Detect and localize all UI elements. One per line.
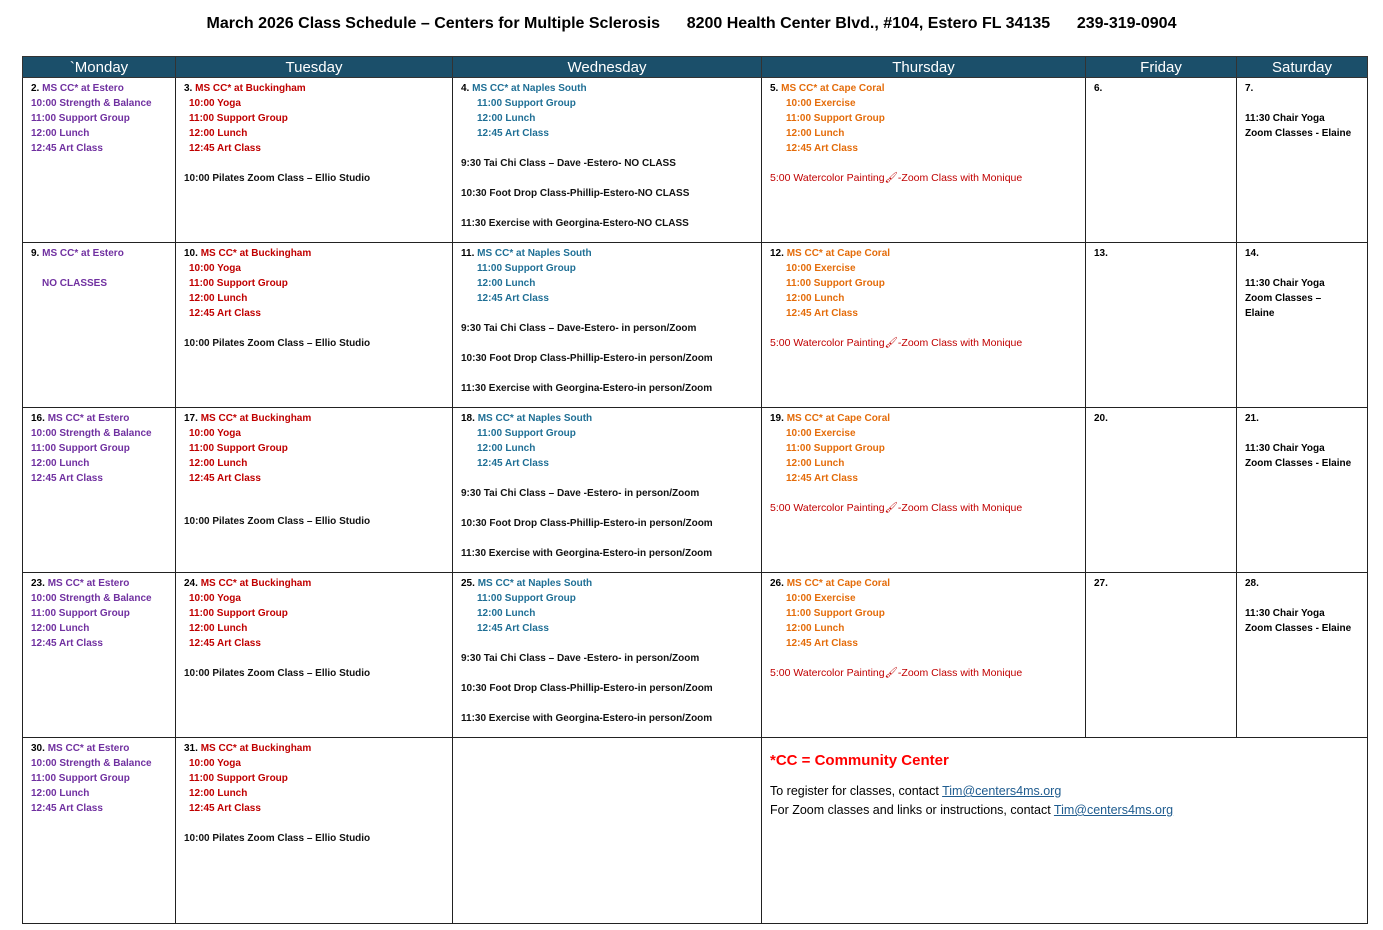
day-cell-6 xyxy=(1086,78,1237,243)
location-label: MS CC* at Estero xyxy=(42,83,124,94)
class-item: 10:00 Exercise xyxy=(786,263,856,274)
class-item: 12:00 Lunch xyxy=(786,293,845,304)
zoom-text: For Zoom classes and links or instructions, contact xyxy=(770,803,1054,817)
location-label: MS CC* at Cape Coral xyxy=(786,413,891,424)
class-item: 10:00 Yoga xyxy=(189,98,241,109)
tai-chi-class: 9:30 Tai Chi Class – Dave -Estero- NO CLASS xyxy=(461,158,676,169)
class-item: 10:00 Exercise xyxy=(786,593,856,604)
location-label: MS CC* at Cape Coral xyxy=(781,83,885,94)
pilates-class: 10:00 Pilates Zoom Class – Ellio Studio xyxy=(184,338,371,349)
day-number: 24. xyxy=(184,578,198,589)
week-row-5 xyxy=(23,738,1368,924)
class-item: 10:00 Exercise xyxy=(786,428,856,439)
location-label: MS CC* at Buckingham xyxy=(200,413,312,424)
day-cell-3 xyxy=(176,78,453,243)
day-number: 14. xyxy=(1245,248,1259,259)
day-number: 6. xyxy=(1094,83,1103,94)
day-number: 10. xyxy=(184,248,198,259)
page-title: March 2026 Class Schedule – Centers for Multiple Sclerosis 8200 Health Center Blvd., #104, Estero FL 34135 239-319-0904 xyxy=(206,15,1177,32)
location-label: MS CC* at Estero xyxy=(47,743,130,754)
class-item: 10:00 Strength & Balance xyxy=(31,758,152,769)
class-item: 11:00 Support Group xyxy=(477,428,576,439)
pilates-class: 10:00 Pilates Zoom Class – Ellio Studio xyxy=(184,833,371,844)
day-cell-7 xyxy=(1237,78,1368,243)
class-item: 12:00 Lunch xyxy=(189,128,248,139)
day-cell-16 xyxy=(23,408,176,573)
day-number: 16. xyxy=(31,413,45,424)
class-item: 11:00 Support Group xyxy=(189,608,288,619)
day-cell-10 xyxy=(176,243,453,408)
day-number: 26. xyxy=(770,578,784,589)
watercolor-class: 5:00 Watercolor Painting🖌-Zoom Class with Monique xyxy=(770,337,1023,349)
class-item: 12:45 Art Class xyxy=(189,308,261,319)
class-item: 12:00 Lunch xyxy=(189,623,248,634)
foot-drop-class: 10:30 Foot Drop Class-Phillip-Estero-in person/Zoom xyxy=(461,518,713,529)
watercolor-class: 5:00 Watercolor Painting🖌-Zoom Class with Monique xyxy=(770,172,1023,184)
class-item: 12:45 Art Class xyxy=(786,143,858,154)
day-number: 9. xyxy=(31,248,40,259)
class-item: 11:30 Chair Yoga xyxy=(1245,278,1325,289)
location-label: MS CC* at Buckingham xyxy=(195,83,306,94)
class-item: 12:45 Art Class xyxy=(31,638,103,649)
class-item: 11:00 Support Group xyxy=(31,113,130,124)
class-item: 10:00 Yoga xyxy=(189,593,241,604)
tai-chi-class: 9:30 Tai Chi Class – Dave -Estero- in person/Zoom xyxy=(461,488,700,499)
class-item: 12:45 Art Class xyxy=(189,143,261,154)
day-cell-2 xyxy=(23,78,176,243)
class-item: 11:00 Support Group xyxy=(31,443,130,454)
class-item: 10:00 Yoga xyxy=(189,263,241,274)
class-item: 12:45 Art Class xyxy=(477,623,549,634)
class-item: 10:00 Strength & Balance xyxy=(31,593,152,604)
day-number: 2. xyxy=(31,83,40,94)
day-cell-17 xyxy=(176,408,453,573)
register-line xyxy=(770,782,1359,801)
footer-notes-cell xyxy=(762,738,1368,924)
class-item: 12:45 Art Class xyxy=(477,293,549,304)
header-thursday: Thursday xyxy=(762,57,1086,78)
week-row-3 xyxy=(23,408,1368,573)
day-number: 17. xyxy=(184,413,198,424)
watercolor-class: 5:00 Watercolor Painting🖌-Zoom Class with Monique xyxy=(770,502,1023,514)
header-monday: `Monday xyxy=(23,57,176,78)
day-cell-12 xyxy=(762,243,1086,408)
day-number: 12. xyxy=(770,248,784,259)
location-label: MS CC* at Estero xyxy=(47,578,130,589)
day-cell-13 xyxy=(1086,243,1237,408)
class-item: 11:00 Support Group xyxy=(786,443,885,454)
day-cell-23 xyxy=(23,573,176,738)
day-cell-14 xyxy=(1237,243,1368,408)
week-row-1 xyxy=(23,78,1368,243)
day-number: 20. xyxy=(1094,413,1108,424)
foot-drop-class: 10:30 Foot Drop Class-Phillip-Estero-NO CLASS xyxy=(461,188,690,199)
location-label: MS CC* at Naples South xyxy=(472,83,587,94)
class-item: 12:00 Lunch xyxy=(189,458,248,469)
class-item: 12:45 Art Class xyxy=(189,473,261,484)
class-item: 11:00 Support Group xyxy=(189,773,288,784)
class-item: 12:00 Lunch xyxy=(31,128,90,139)
exercise-class: 11:30 Exercise with Georgina-Estero-NO CLASS xyxy=(461,218,689,229)
class-item: 12:45 Art Class xyxy=(786,638,858,649)
class-item: 12:00 Lunch xyxy=(477,443,536,454)
day-cell-24 xyxy=(176,573,453,738)
day-number: 23. xyxy=(31,578,45,589)
location-label: MS CC* at Buckingham xyxy=(200,248,312,259)
class-item: 11:00 Support Group xyxy=(31,773,130,784)
schedule-table xyxy=(22,56,1368,924)
day-cell-9 xyxy=(23,243,176,408)
class-item: Elaine xyxy=(1245,308,1275,319)
day-cell-30 xyxy=(23,738,176,924)
location-label: MS CC* at Naples South xyxy=(477,413,593,424)
foot-drop-class: 10:30 Foot Drop Class-Phillip-Estero-in person/Zoom xyxy=(461,353,713,364)
class-item: 12:00 Lunch xyxy=(189,788,248,799)
class-item: 12:45 Art Class xyxy=(189,638,261,649)
location-label: MS CC* at Naples South xyxy=(477,248,592,259)
class-item: 11:00 Support Group xyxy=(786,113,885,124)
class-item: 11:00 Support Group xyxy=(477,263,576,274)
class-item: 11:00 Support Group xyxy=(189,443,288,454)
no-classes-note: NO CLASSES xyxy=(42,278,108,289)
week-row-4 xyxy=(23,573,1368,738)
header-friday: Friday xyxy=(1086,57,1237,78)
location-label: MS CC* at Estero xyxy=(42,248,124,259)
register-email-link[interactable]: Tim@centers4ms.org xyxy=(942,784,1062,798)
header-saturday: Saturday xyxy=(1237,57,1368,78)
day-cell-11 xyxy=(453,243,762,408)
header-row xyxy=(23,57,1368,78)
class-item: 10:00 Yoga xyxy=(189,758,241,769)
class-item: 11:30 Chair Yoga xyxy=(1245,443,1325,454)
class-item: 12:45 Art Class xyxy=(31,473,103,484)
class-item: 12:45 Art Class xyxy=(31,803,103,814)
class-item: Zoom Classes - Elaine xyxy=(1245,128,1352,139)
class-item: 11:00 Support Group xyxy=(189,278,288,289)
day-cell-25 xyxy=(453,573,762,738)
exercise-class: 11:30 Exercise with Georgina-Estero-in person/Zoom xyxy=(461,713,713,724)
zoom-email-link[interactable]: Tim@centers4ms.org xyxy=(1053,803,1174,817)
day-number: 31. xyxy=(184,743,198,754)
pilates-class: 10:00 Pilates Zoom Class – Ellio Studio xyxy=(184,173,371,184)
header-tuesday: Tuesday xyxy=(176,57,453,78)
day-number: 7. xyxy=(1245,83,1254,94)
location-label: MS CC* at Estero xyxy=(47,413,130,424)
class-item: 12:00 Lunch xyxy=(477,278,536,289)
cc-note: *CC = Community Center xyxy=(770,752,949,769)
class-item: 11:00 Support Group xyxy=(477,98,576,109)
class-item: 11:00 Support Group xyxy=(786,608,885,619)
day-number: 27. xyxy=(1094,578,1108,589)
class-item: 12:00 Lunch xyxy=(189,293,248,304)
day-cell-28 xyxy=(1237,573,1368,738)
day-cell-19 xyxy=(762,408,1086,573)
register-text: To register for classes, contact xyxy=(770,784,943,798)
empty-cell xyxy=(453,738,762,924)
location-label: MS CC* at Cape Coral xyxy=(786,578,891,589)
day-number: 28. xyxy=(1245,578,1259,589)
exercise-class: 11:30 Exercise with Georgina-Estero-in person/Zoom xyxy=(461,383,713,394)
tai-chi-class: 9:30 Tai Chi Class – Dave-Estero- in person/Zoom xyxy=(461,323,697,334)
class-item: 11:00 Support Group xyxy=(786,278,885,289)
class-item: 12:45 Art Class xyxy=(477,458,549,469)
day-number: 5. xyxy=(770,83,779,94)
class-item: 12:00 Lunch xyxy=(786,458,845,469)
day-cell-26 xyxy=(762,573,1086,738)
day-cell-18 xyxy=(453,408,762,573)
class-item: 11:00 Support Group xyxy=(189,113,288,124)
pilates-class: 10:00 Pilates Zoom Class – Ellio Studio xyxy=(184,516,371,527)
class-item: 12:45 Art Class xyxy=(786,473,858,484)
class-item: 12:00 Lunch xyxy=(31,458,90,469)
location-label: MS CC* at Buckingham xyxy=(200,743,312,754)
class-item: Zoom Classes - Elaine xyxy=(1245,623,1352,634)
class-item: 11:30 Chair Yoga xyxy=(1245,113,1325,124)
pilates-class: 10:00 Pilates Zoom Class – Ellio Studio xyxy=(184,668,371,679)
class-item: 12:00 Lunch xyxy=(786,623,845,634)
tai-chi-class: 9:30 Tai Chi Class – Dave -Estero- in person/Zoom xyxy=(461,653,700,664)
day-number: 18. xyxy=(461,413,475,424)
location-label: MS CC* at Naples South xyxy=(477,578,593,589)
exercise-class: 11:30 Exercise with Georgina-Estero-in person/Zoom xyxy=(461,548,713,559)
day-cell-27 xyxy=(1086,573,1237,738)
day-number: 30. xyxy=(31,743,45,754)
foot-drop-class: 10:30 Foot Drop Class-Phillip-Estero-in person/Zoom xyxy=(461,683,713,694)
day-number: 11. xyxy=(461,248,475,259)
class-item: 12:45 Art Class xyxy=(786,308,858,319)
location-label: MS CC* at Cape Coral xyxy=(786,248,891,259)
day-number: 21. xyxy=(1245,413,1259,424)
class-item: 12:00 Lunch xyxy=(477,608,536,619)
class-item: 10:00 Strength & Balance xyxy=(31,98,152,109)
class-item: 12:00 Lunch xyxy=(786,128,845,139)
day-cell-20 xyxy=(1086,408,1237,573)
class-item: 10:00 Exercise xyxy=(786,98,856,109)
location-label: MS CC* at Buckingham xyxy=(200,578,312,589)
class-item: 12:00 Lunch xyxy=(477,113,536,124)
day-cell-5 xyxy=(762,78,1086,243)
day-cell-31 xyxy=(176,738,453,924)
header-wednesday: Wednesday xyxy=(453,57,762,78)
class-item: 12:45 Art Class xyxy=(31,143,103,154)
class-item: 10:00 Yoga xyxy=(189,428,241,439)
class-item: Zoom Classes – xyxy=(1245,293,1322,304)
class-item: 11:00 Support Group xyxy=(31,608,130,619)
class-item: 12:45 Art Class xyxy=(189,803,261,814)
class-item: 12:00 Lunch xyxy=(31,788,90,799)
class-item: 12:45 Art Class xyxy=(477,128,549,139)
day-number: 13. xyxy=(1094,248,1108,259)
day-cell-4 xyxy=(453,78,762,243)
zoom-line xyxy=(770,801,1359,820)
class-item: 11:00 Support Group xyxy=(477,593,576,604)
day-cell-21 xyxy=(1237,408,1368,573)
watercolor-class: 5:00 Watercolor Painting🖌-Zoom Class with Monique xyxy=(770,667,1023,679)
class-item: 11:30 Chair Yoga xyxy=(1245,608,1325,619)
class-item: 12:00 Lunch xyxy=(31,623,90,634)
day-number: 19. xyxy=(770,413,784,424)
day-number: 25. xyxy=(461,578,475,589)
class-item: 10:00 Strength & Balance xyxy=(31,428,152,439)
class-item: Zoom Classes - Elaine xyxy=(1245,458,1352,469)
day-number: 4. xyxy=(461,83,470,94)
day-number: 3. xyxy=(184,83,193,94)
week-row-2 xyxy=(23,243,1368,408)
